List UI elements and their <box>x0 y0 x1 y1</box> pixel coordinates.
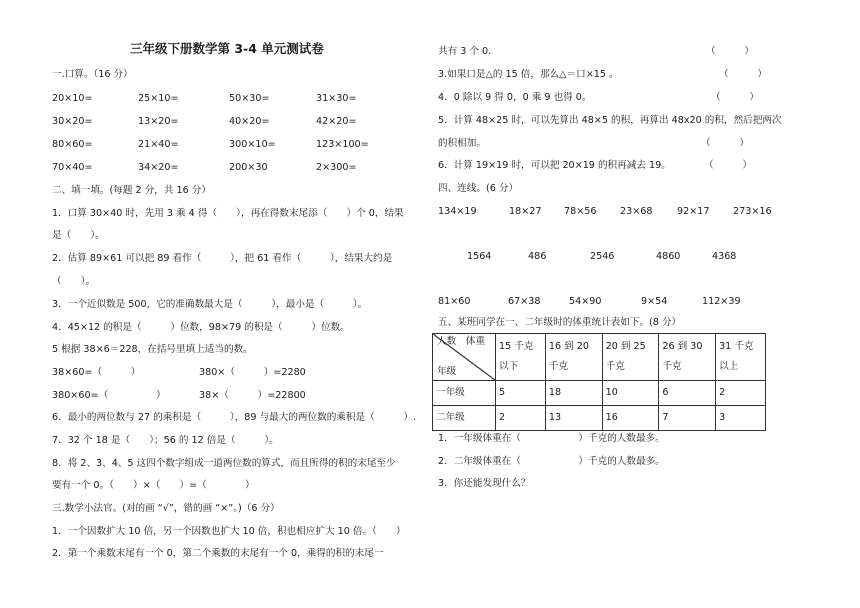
match-item: 67×38 <box>508 296 541 307</box>
calc-item: 80×60= <box>52 139 93 150</box>
grade-cell: 一年级 <box>433 381 496 406</box>
calc-item: 31×30= <box>316 93 357 104</box>
calc-item: 42×20= <box>316 116 357 127</box>
question-text: 共有 3 个 0. <box>438 46 492 57</box>
column-header: 26 到 30 千克 <box>659 334 716 381</box>
question-text: 的积相加。 <box>438 138 486 149</box>
answer-paren: （ ） <box>704 160 752 171</box>
answer-paren: （ ） <box>706 46 754 57</box>
diagonal-bottom-label: 年级 <box>437 366 457 377</box>
match-item: 81×60 <box>438 296 471 307</box>
match-item: 18×27 <box>509 206 542 217</box>
question-text: 1．口算 30×40 时，先用 3 乘 4 得（ ），再在得数末尾添（ ）个 0，结果 <box>52 208 404 219</box>
page-title: 三年级下册数学第 3-4 单元测试卷 <box>130 41 324 56</box>
calc-item: 300×10= <box>229 139 276 150</box>
diagonal-top-label: 人数 体重 <box>437 336 485 347</box>
value-cell: 5 <box>496 381 546 406</box>
question-text: 3.如果口是△的 15 倍，那么△＝口×15 。 <box>438 69 619 80</box>
column-header: 15 千克 以下 <box>496 334 546 381</box>
calc-item: 20×10= <box>52 93 93 104</box>
match-item: 2546 <box>590 251 615 262</box>
question-text: 4．45×12 的积是（ ）位数，98×79 的积是（ ）位数。 <box>52 322 350 333</box>
question-text: 380×（ ）=2280 <box>199 367 306 378</box>
question-text: 1．一年级体重在（ ）千克的人数最多。 <box>438 433 665 444</box>
calc-item: 25×10= <box>138 93 179 104</box>
value-cell: 18 <box>545 381 602 406</box>
question-text: 6．最小的两位数与 27 的乘积是（ ），89 与最大的两位数的乘积是（ ）. <box>52 412 417 423</box>
question-text: 2．估算 89×61 可以把 89 看作（ ），把 61 看作（ ），结果大约是 <box>52 253 393 264</box>
calc-item: 40×20= <box>229 116 270 127</box>
section2-heading: 二、填一填。(每题 2 分，共 16 分） <box>52 185 211 196</box>
question-text: 38×（ ）=22800 <box>199 390 306 401</box>
diagonal-header-cell <box>433 334 496 381</box>
calc-item: 30×20= <box>52 116 93 127</box>
question-text: 是（ ）。 <box>52 230 105 241</box>
question-text: 4．0 除以 9 得 0，0 乘 9 也得 0。 <box>438 92 592 103</box>
value-cell: 3 <box>716 406 766 431</box>
question-text: 1．一个因数扩大 10 倍，另一个因数也扩大 10 倍，积也相应扩大 10 倍。（ ） <box>52 526 406 537</box>
question-text: （ ）。 <box>52 276 96 287</box>
question-text: 5．计算 48×25 时，可以先算出 48×5 的积，再算出 48x20 的积，然后把两次 <box>438 115 782 126</box>
calc-item: 123×100= <box>316 139 369 150</box>
question-text: 8．将 2、3、4、5 这四个数字组成一道两位数的算式，而且所得的积的末尾至少 <box>52 458 396 469</box>
question-text: 380×60=（ ） <box>52 390 166 401</box>
value-cell: 2 <box>716 381 766 406</box>
match-item: 4368 <box>712 251 737 262</box>
value-cell: 16 <box>602 406 659 431</box>
value-cell: 6 <box>659 381 716 406</box>
calc-item: 70×40= <box>52 162 93 173</box>
calc-item: 200×30 <box>229 162 268 173</box>
question-text: 2．第一个乘数末尾有一个 0，第二个乘数的末尾有一个 0，乘得的积的末尾一 <box>52 548 384 559</box>
match-item: 54×90 <box>569 296 602 307</box>
calc-item: 13×20= <box>138 116 179 127</box>
match-item: 4860 <box>656 251 681 262</box>
calc-item: 50×30= <box>229 93 270 104</box>
match-item: 134×19 <box>438 206 477 217</box>
match-item: 23×68 <box>620 206 653 217</box>
value-cell: 13 <box>545 406 602 431</box>
table-row <box>433 406 766 431</box>
answer-paren: （ ） <box>701 138 749 149</box>
column-header: 20 到 25 千克 <box>602 334 659 381</box>
column-header: 31 千克 以上 <box>716 334 766 381</box>
grade-cell: 二年级 <box>433 406 496 431</box>
match-item: 78×56 <box>564 206 597 217</box>
match-item: 1564 <box>467 251 492 262</box>
match-item: 9×54 <box>641 296 668 307</box>
question-text: 3．一个近似数是 500，它的准确数最大是（ ），最小是（ ）。 <box>52 299 368 310</box>
table-row <box>433 381 766 406</box>
match-item: 273×16 <box>733 206 772 217</box>
question-text: 6．计算 19×19 时，可以把 20×19 的积再减去 19。 <box>438 160 671 171</box>
question-text: 2．二年级体重在（ ）千克的人数最多。 <box>438 456 665 467</box>
column-header: 16 到 20 千克 <box>545 334 602 381</box>
value-cell: 2 <box>496 406 546 431</box>
value-cell: 7 <box>659 406 716 431</box>
answer-paren: （ ） <box>711 92 759 103</box>
match-item: 486 <box>528 251 547 262</box>
question-text: 38×60=（ ） <box>52 367 141 378</box>
match-item: 112×39 <box>702 296 741 307</box>
weight-stats-table <box>432 333 766 431</box>
question-text: 7．32 个 18 是（ ）；56 的 12 倍是（ ）。 <box>52 435 279 446</box>
value-cell: 10 <box>602 381 659 406</box>
question-text: 要有一个 0。（ ）×（ ）=（ ） <box>52 480 255 491</box>
question-text: 5 根据 38×6＝228，在括号里填上适当的数。 <box>52 344 253 355</box>
section1-heading: 一.口算。（16 分） <box>52 69 133 80</box>
section5-heading: 五、某班同学在一、二年级时的体重统计表如下。(8 分） <box>438 317 682 328</box>
section3-heading: 三.数学小法官。(对的画 “√”，错的画 “×”。)（6 分） <box>52 503 280 514</box>
calc-item: 21×40= <box>138 139 179 150</box>
table-header-row <box>433 334 766 381</box>
answer-paren: （ ） <box>719 69 767 80</box>
question-text: 3．你还能发现什么？ <box>438 478 531 489</box>
calc-item: 34×20= <box>138 162 179 173</box>
section4-heading: 四、连线。(6 分） <box>438 183 519 194</box>
match-item: 92×17 <box>677 206 710 217</box>
calc-item: 2×300= <box>316 162 357 173</box>
